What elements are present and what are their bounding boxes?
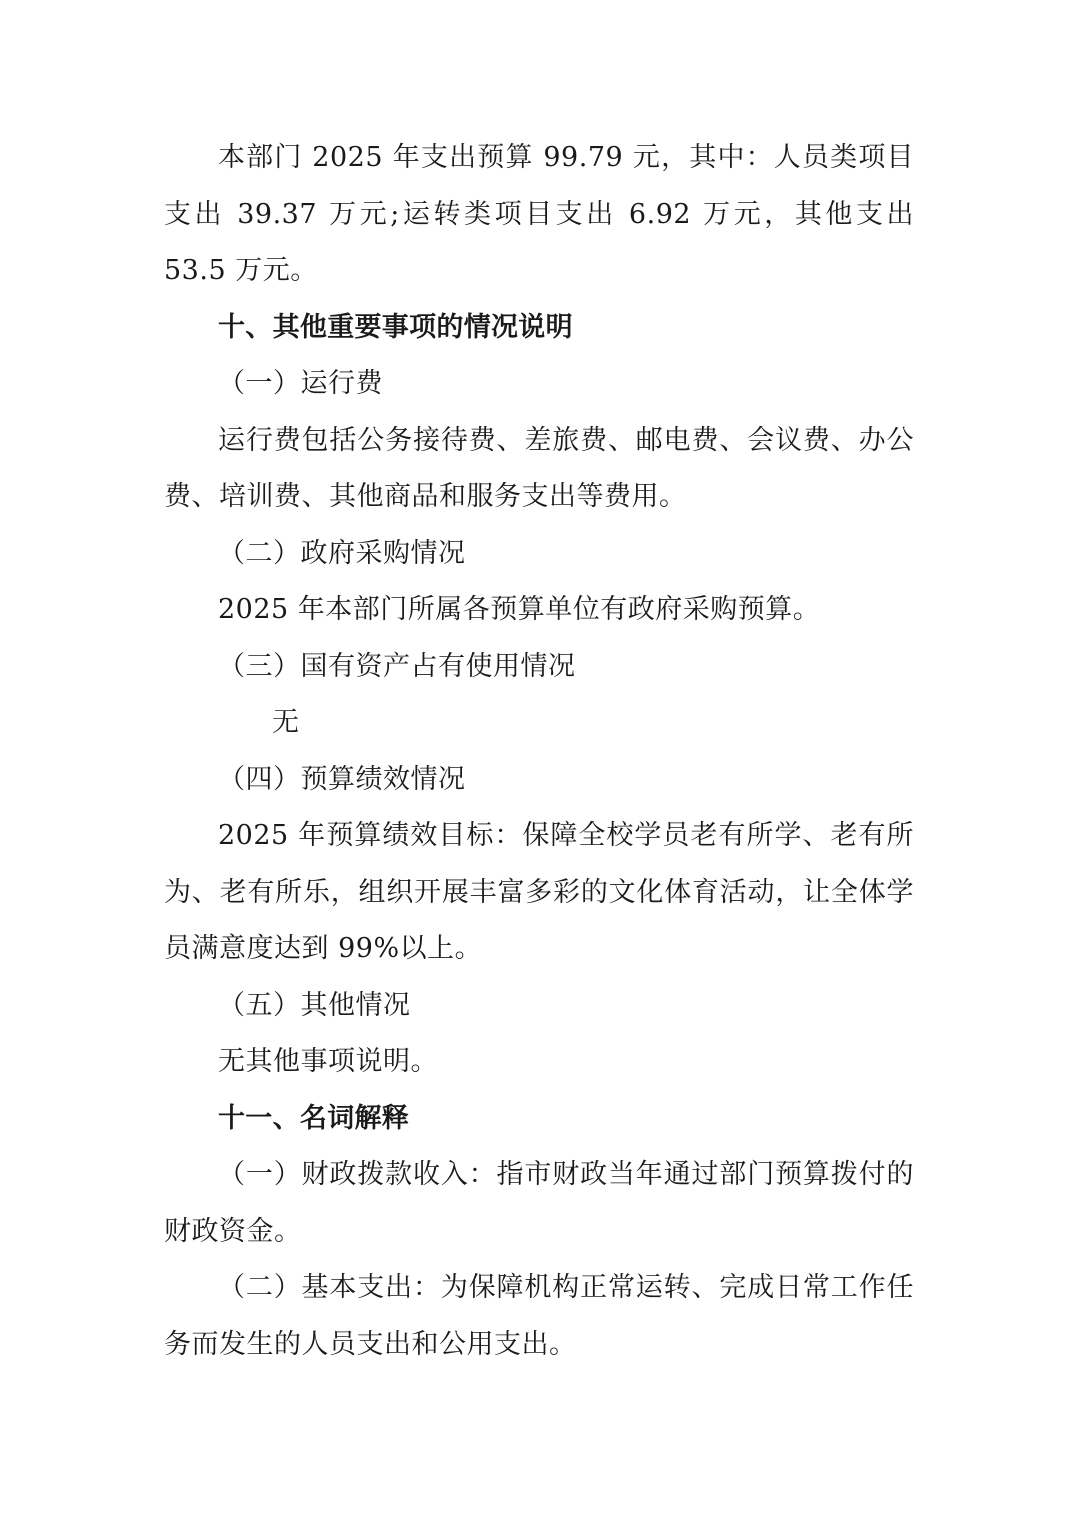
paragraph-government-procurement: 2025 年本部门所属各预算单位有政府采购预算。 [218,594,821,625]
document-body [164,130,914,1373]
subheading-government-procurement: （二）政府采购情况 [218,537,466,569]
paragraph-other: 无其他事项说明。 [218,1046,438,1077]
paragraph-performance: 2025 年预算绩效目标：保障全校学员老有所学、老有所为、老有所乐，组织开展丰富多彩的文化体育活动，让全体学员满意度达到 99%以上。 [164,820,914,964]
paragraph-expenditure-budget: 本部门 2025 年支出预算 99.79 元，其中：人员类项目支出 39.37 万元;运转类项目支出 6.92 万元，其他支出 53.5 万元。 [164,142,914,286]
paragraph-state-assets: 无 [272,707,300,738]
paragraph-operating-expenses: 运行费包括公务接待费、差旅费、邮电费、会议费、办公费、培训费、其他商品和服务支出等费用。 [164,424,914,512]
section-heading-10: 十、其他重要事项的情况说明 [218,311,573,343]
subheading-state-assets: （三）国有资产占有使用情况 [218,650,576,682]
subheading-operating-expenses: （一）运行费 [218,368,383,399]
paragraph-fiscal-income: （一）财政拨款收入：指市财政当年通过部门预算拨付的财政资金。 [164,1159,914,1247]
section-heading-11: 十一、名词解释 [218,1102,410,1134]
subheading-performance: （四）预算绩效情况 [218,763,466,795]
paragraph-basic-expenditure: （二）基本支出：为保障机构正常运转、完成日常工作任务而发生的人员支出和公用支出。 [164,1272,914,1360]
subheading-other: （五）其他情况 [218,989,411,1021]
